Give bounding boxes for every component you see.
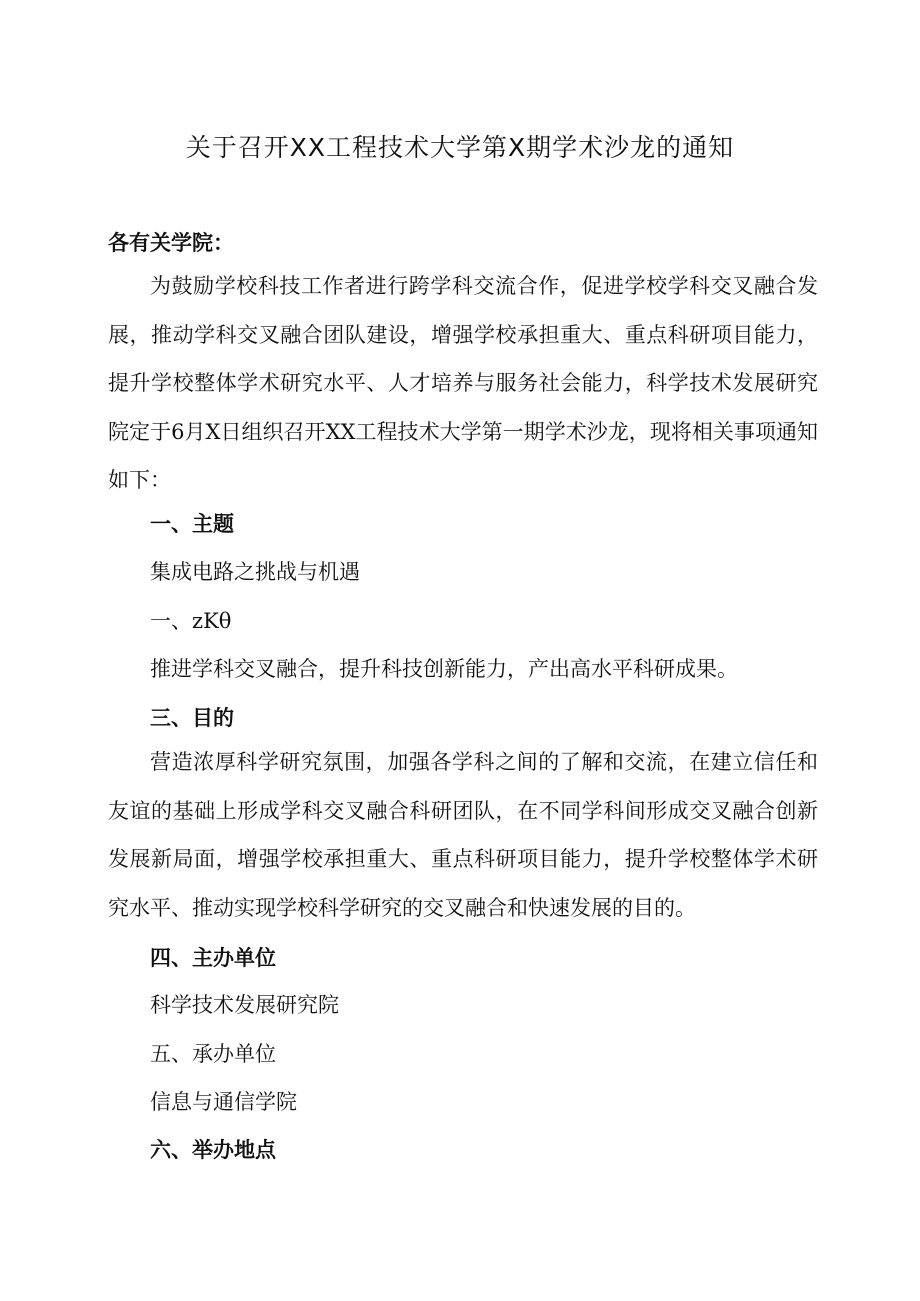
section-content-objective: 营造浓厚科学研究氛围，加强各学科之间的了解和交流，在建立信任和友谊的基础上形成学科交叉融合科研团队，在不同学科间形成交叉融合创新发展新局面，增强学校承担重大、重点科研项目能力，提升学校整体学术研究水平、推动实现学校科学研究的交叉融合和快速发展的目的。: [108, 750, 818, 920]
section-content-host: 信息与通信学院: [150, 1090, 297, 1114]
salutation: 各有关学院：: [108, 231, 234, 255]
intro-paragraph: 为鼓励学校科技工作者进行跨学科交流合作，促进学校学科交叉融合发展，推动学科交叉融合团队建设，增强学校承担重大、重点科研项目能力，提升学校整体学术研究水平、人才培养与服务社会能力，科学技术发展研究院定于6月X日组织召开XX工程技术大学第一期学术沙龙，现将相关事项通知如下：: [108, 274, 818, 492]
section-heading-host: 五、承办单位: [150, 1042, 276, 1066]
section-heading-theme: 一、主题: [150, 512, 234, 536]
section-heading-purpose: 一、zKθ: [150, 609, 232, 633]
section-content-theme: 集成电路之挑战与机遇: [150, 560, 360, 584]
section-heading-organizer: 四、主办单位: [150, 946, 276, 970]
section-content-organizer: 科学技术发展研究院: [150, 993, 339, 1017]
section-content-purpose: 推进学科交叉融合，提升科技创新能力，产出高水平科研成果。: [150, 657, 738, 681]
section-heading-objective: 三、目的: [150, 706, 234, 730]
document-title: 关于召开XX工程技术大学第X期学术沙龙的通知: [185, 133, 735, 162]
section-heading-venue: 六、举办地点: [150, 1138, 276, 1162]
